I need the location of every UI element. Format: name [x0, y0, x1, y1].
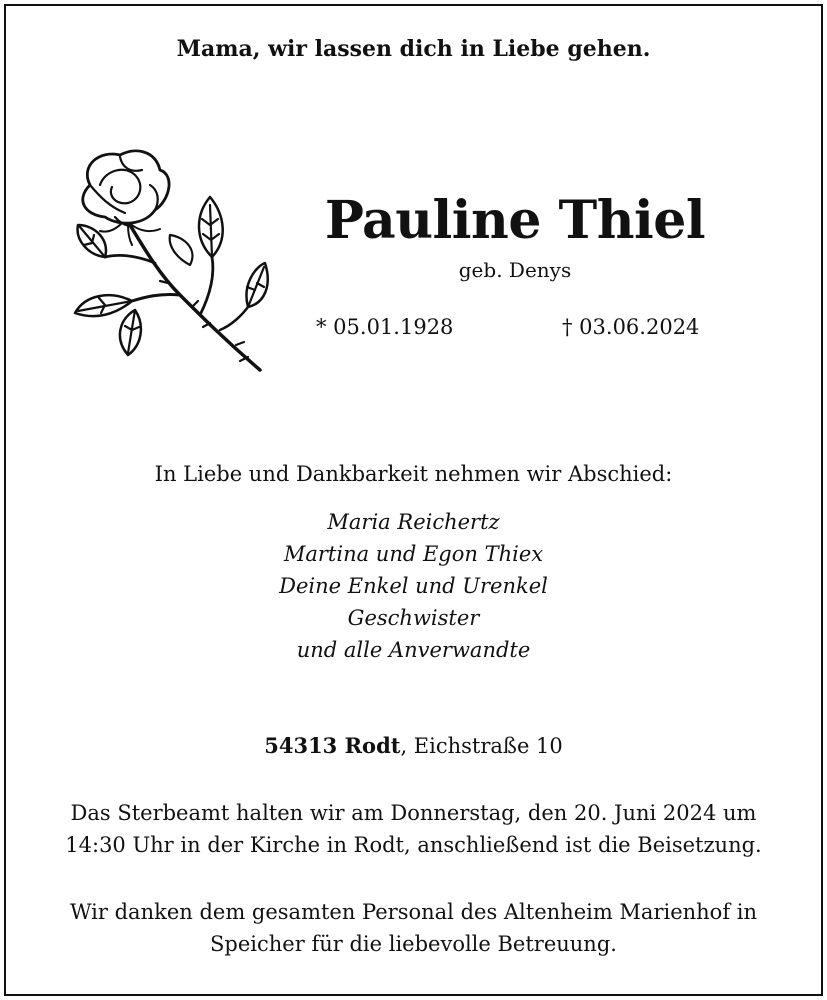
mourner: Maria Reichertz: [327, 510, 500, 534]
mourner: und alle Anverwandte: [296, 638, 531, 662]
thanks-line: Speicher für die liebevolle Betreuung.: [210, 932, 617, 956]
birth-name: geb. Denys: [458, 258, 572, 282]
service-line: 14:30 Uhr in der Kirche in Rodt, anschließend ist die Beisetzung.: [65, 833, 762, 857]
mourner: Geschwister: [347, 606, 480, 630]
deceased-name: Pauline Thiel: [324, 190, 706, 251]
thanks-line: Wir danken dem gesamten Personal des Altenheim Marienhof in: [69, 900, 758, 924]
death-date: † 03.06.2024: [562, 315, 700, 339]
address-street: , Eichstraße 10: [400, 734, 563, 758]
motto: Mama, wir lassen dich in Liebe gehen.: [176, 36, 651, 62]
address-place: 54313 Rodt: [264, 733, 401, 758]
service-info: [0, 797, 827, 861]
thanks-info: [0, 896, 827, 960]
mourner: Martina und Egon Thiex: [283, 542, 544, 566]
rose-icon: [60, 145, 275, 375]
farewell-intro: In Liebe und Dankbarkeit nehmen wir Abschied:: [154, 462, 673, 486]
mourner: Deine Enkel und Urenkel: [279, 574, 548, 598]
service-line: Das Sterbeamt halten wir am Donnerstag, den 20. Juni 2024 um: [70, 801, 757, 825]
mourners-list: [0, 506, 827, 666]
address: [0, 733, 827, 758]
birth-date: * 05.01.1928: [316, 315, 454, 339]
